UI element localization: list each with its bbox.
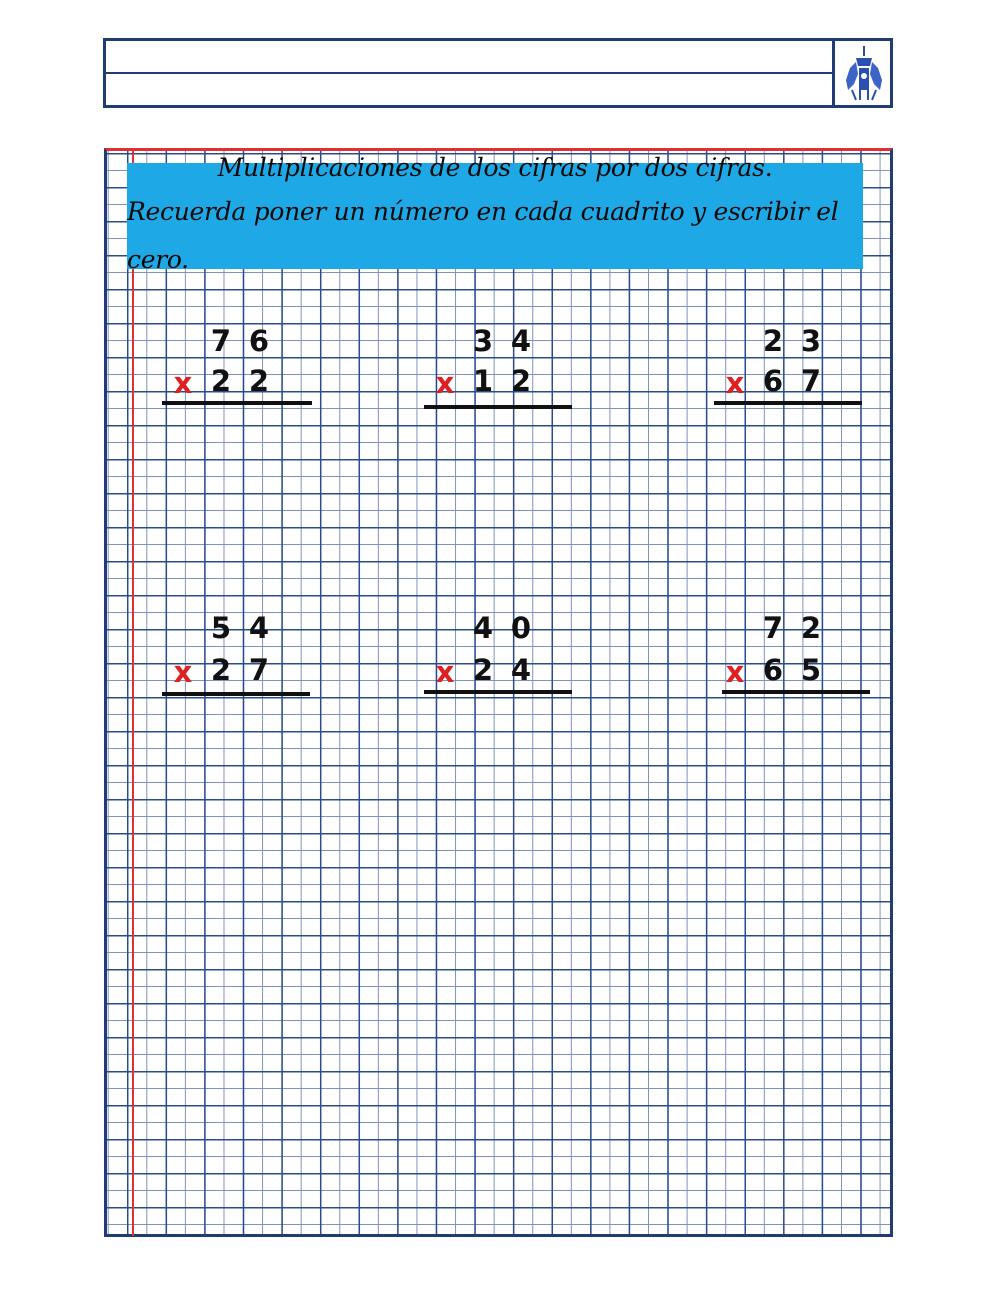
times-operator: x: [725, 655, 745, 689]
multiplier-units: 7: [800, 364, 822, 398]
multiplier-units: 7: [248, 653, 270, 687]
school-logo-icon: [842, 44, 886, 102]
multiplicand-units: 6: [248, 324, 270, 358]
multiplicand-tens: 7: [762, 611, 784, 645]
multiplication-problem-6: [722, 609, 872, 699]
result-line: [722, 690, 870, 694]
multiplicand-units: 0: [510, 611, 532, 645]
multiplier-tens: 2: [210, 364, 232, 398]
result-line: [424, 405, 572, 409]
multiplication-problem-3: [714, 322, 864, 412]
name-field[interactable]: [106, 41, 832, 74]
multiplication-problem-5: [424, 609, 574, 699]
multiplier-units: 5: [800, 653, 822, 687]
margin-line: [132, 148, 134, 1236]
multiplicand-units: 3: [800, 324, 822, 358]
multiplicand-units: 2: [800, 611, 822, 645]
instruction-banner: [127, 153, 863, 274]
instruction-subtitle: Recuerda poner un número en cada cuadrito y escribir el cero.: [127, 197, 839, 274]
multiplier-tens: 1: [472, 364, 494, 398]
multiplicand-tens: 5: [210, 611, 232, 645]
result-line: [162, 401, 312, 405]
date-field[interactable]: [106, 74, 832, 105]
multiplier-tens: 6: [762, 364, 784, 398]
multiplication-problem-4: [162, 609, 312, 699]
multiplicand-units: 4: [248, 611, 270, 645]
times-operator: x: [173, 366, 193, 400]
header-box: [103, 38, 893, 108]
multiplier-tens: 2: [472, 653, 494, 687]
multiplicand-tens: 2: [762, 324, 784, 358]
multiplication-problem-2: [424, 322, 574, 412]
result-line: [162, 692, 310, 696]
multiplier-tens: 6: [762, 653, 784, 687]
result-line: [714, 401, 862, 405]
times-operator: x: [435, 366, 455, 400]
multiplicand-units: 4: [510, 324, 532, 358]
multiplier-units: 2: [248, 364, 270, 398]
times-operator: x: [173, 655, 193, 689]
times-operator: x: [725, 366, 745, 400]
multiplier-tens: 2: [210, 653, 232, 687]
multiplier-units: 4: [510, 653, 532, 687]
multiplicand-tens: 4: [472, 611, 494, 645]
result-line: [424, 690, 572, 694]
instruction-title: Multiplicaciones de dos cifras por dos cifras.: [217, 153, 773, 182]
multiplicand-tens: 7: [210, 324, 232, 358]
multiplier-units: 2: [510, 364, 532, 398]
logo-cell: [832, 41, 893, 105]
multiplicand-tens: 3: [472, 324, 494, 358]
times-operator: x: [435, 655, 455, 689]
multiplication-problem-1: [162, 322, 312, 412]
